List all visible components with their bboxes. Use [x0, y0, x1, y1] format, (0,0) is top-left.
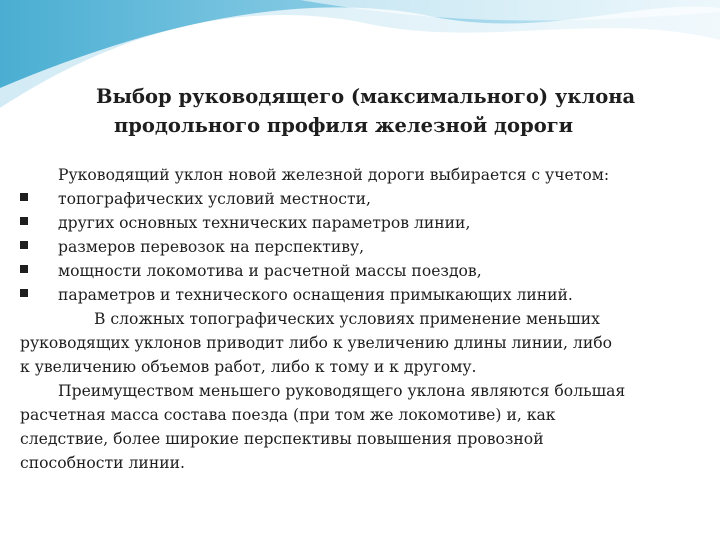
paragraph-2-line: способности линии.	[20, 454, 185, 472]
bullet-item	[20, 211, 692, 235]
bullet-item	[20, 259, 692, 283]
bullet-text: других основных технических параметров линии,	[58, 214, 471, 232]
paragraph-2-line: расчетная масса состава поезда (при том же локомотиве) и, как	[20, 406, 556, 424]
intro-text: Руководящий уклон новой железной дороги выбирается с учетом:	[58, 166, 610, 184]
title-line-2: продольного профиля железной дороги	[114, 114, 574, 137]
square-bullet-icon	[20, 265, 28, 273]
paragraph-2-line: следствие, более широкие перспективы повышения провозной	[20, 430, 544, 448]
paragraph-1-line: руководящих уклонов приводит либо к увеличению длины линии, либо	[20, 334, 612, 352]
bullet-item	[20, 283, 692, 307]
bullet-text: топографических условий местности,	[58, 190, 371, 208]
bullet-text: размеров перевозок на перспективу,	[58, 238, 365, 256]
square-bullet-icon	[20, 241, 28, 249]
paragraph-1-line: В сложных топографических условиях применение меньших	[94, 310, 600, 328]
bullet-item	[20, 187, 692, 211]
bullet-text: параметров и технического оснащения примыкающих линий.	[58, 286, 573, 304]
square-bullet-icon	[20, 289, 28, 297]
slide-body	[20, 163, 692, 475]
paragraph-1-line: к увеличению объемов работ, либо к тому и к другому.	[20, 358, 477, 376]
bullet-text: мощности локомотива и расчетной массы поездов,	[58, 262, 482, 280]
paragraph-2-line: Преимуществом меньшего руководящего уклона являются большая	[58, 382, 626, 400]
title-line-1: Выбор руководящего (максимального) уклона	[96, 85, 636, 108]
square-bullet-icon	[20, 217, 28, 225]
square-bullet-icon	[20, 193, 28, 201]
bullet-item	[20, 235, 692, 259]
